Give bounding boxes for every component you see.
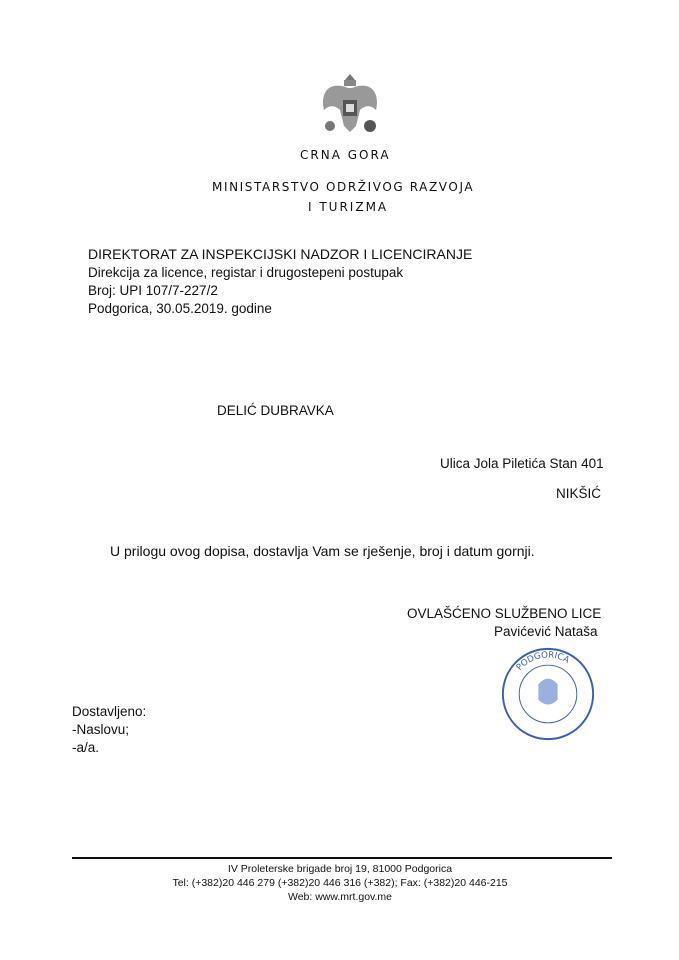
country-name: CRNA GORA	[300, 148, 391, 162]
signatory-name: Pavićević Nataša	[494, 624, 598, 639]
body-text: U prilogu ovog dopisa, dostavlja Vam se rješenje, broj i datum gornji.	[110, 543, 535, 559]
delivered-item: -a/a.	[72, 740, 100, 755]
footer-divider	[72, 857, 612, 859]
directorate: DIREKTORAT ZA INSPEKCIJSKI NADZOR I LICENCIRANJE	[88, 246, 473, 262]
department: Direkcija za licence, registar i drugostepeni postupak	[88, 265, 404, 280]
signatory-title: OVLAŠĆENO SLUŽBENO LICE	[407, 606, 602, 621]
place-date: Podgorica, 30.05.2019. godine	[88, 301, 272, 316]
delivered-item: -Naslovu;	[72, 722, 130, 737]
ministry-line-2: I TURIZMA	[308, 200, 389, 214]
recipient-city: NIKŠIĆ	[556, 486, 602, 501]
official-stamp	[500, 646, 596, 742]
recipient-name: DELIĆ DUBRAVKA	[217, 403, 334, 418]
ministry-line-1: MINISTARSTVO ODRŽIVOG RAZVOJA	[212, 180, 475, 194]
svg-text:PODGORICA: PODGORICA	[514, 650, 571, 673]
recipient-address: Ulica Jola Piletića Stan 401	[440, 456, 604, 471]
document-number: Broj: UPI 107/7-227/2	[88, 283, 218, 298]
footer-contact: Tel: (+382)20 446 279 (+382)20 446 316 (+382); Fax: (+382)20 446-215	[172, 877, 508, 889]
footer-address: IV Proleterske brigade broj 19, 81000 Podgorica	[227, 863, 453, 875]
delivered-label: Dostavljeno:	[72, 704, 147, 719]
coat-of-arms-icon	[318, 70, 382, 142]
footer-web: Web: www.mrt.gov.me	[287, 891, 393, 903]
